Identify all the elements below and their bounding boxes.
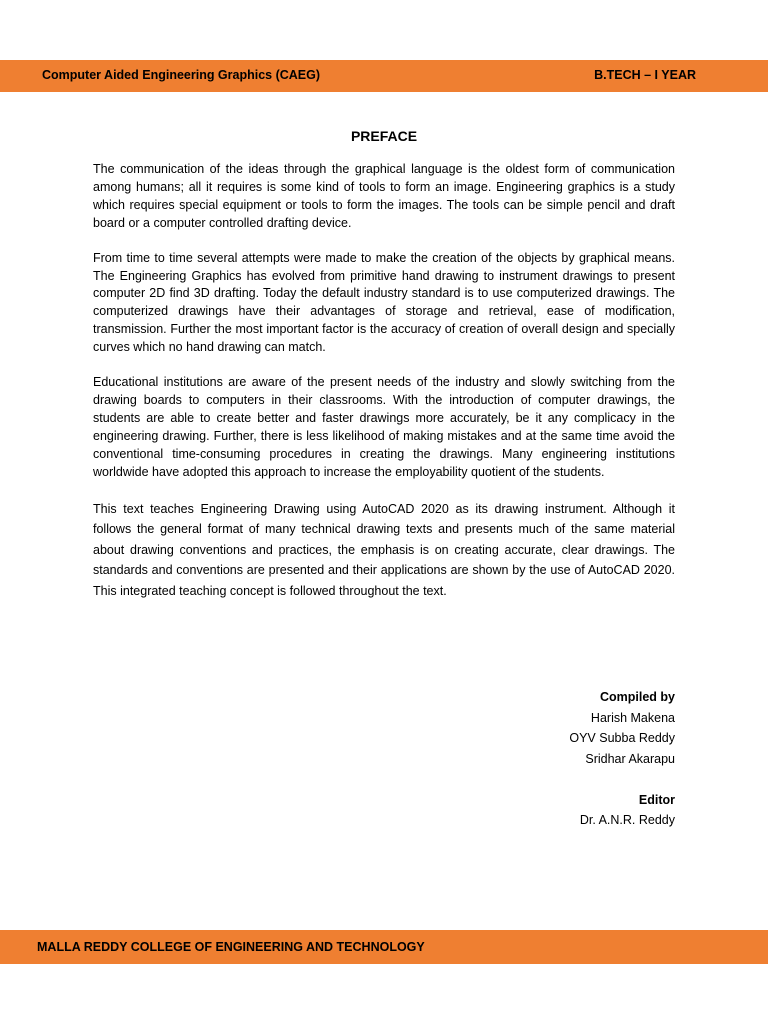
compiler-name: Harish Makena bbox=[590, 710, 675, 725]
spacer bbox=[569, 769, 675, 790]
preface-body bbox=[93, 161, 675, 618]
compiled-by-label: Compiled by bbox=[599, 690, 675, 704]
compiler-name: Sridhar Akarapu bbox=[585, 751, 675, 766]
editor-label: Editor bbox=[638, 792, 675, 807]
page-title: PREFACE bbox=[350, 128, 418, 144]
year-label: B.TECH – I YEAR bbox=[594, 68, 696, 82]
footer-band bbox=[0, 930, 768, 964]
paragraph-3: Educational institutions are aware of the present needs of the industry and slowly switching from the drawing boards to computers in their classrooms. With the introduction of computer drawings, the students are able to create better and faster drawings more accurately, be it any complicacy in the engineering drawing. Further, there is less likelihood of making mistakes and at the same time avoid the conventional time-consuming procedures in creating the drawings. Many engineering institutions worldwide have adopted this approach to increase the employability quotient of the students. bbox=[93, 375, 675, 479]
course-title: Computer Aided Engineering Graphics (CAEG) bbox=[42, 68, 321, 82]
editor-name: Dr. A.N.R. Reddy bbox=[579, 813, 675, 827]
paragraph-2: From time to time several attempts were made to make the creation of the objects by graphical means. The Engineering Graphics has evolved from primitive hand drawing to instrument drawings to present computer 2D find 3D drafting. Today the default industry standard is to use computerized drawings. The computerized drawings have their advantages of storage and retrieval, ease of modification, transmission. Further the most important factor is the accuracy of creation of overall design and specially curves which no hand drawing can match. bbox=[93, 250, 675, 355]
college-name: MALLA REDDY COLLEGE OF ENGINEERING AND TECHNOLOGY bbox=[37, 940, 425, 954]
header-band bbox=[0, 60, 768, 92]
compiler-name: OYV Subba Reddy bbox=[569, 731, 675, 745]
paragraph-4: This text teaches Engineering Drawing using AutoCAD 2020 as its drawing instrument. Although it follows the general format of many technical drawing texts and presents much of the same material about drawing conventions and practices, the emphasis is on creating accurate, clear drawings. The standards and conventions are presented and their applications are shown by the use of AutoCAD 2020. This integrated teaching concept is followed throughout the text. bbox=[93, 501, 675, 598]
paragraph-1: The communication of the ideas through the graphical language is the oldest form of communication among humans; all it requires is some kind of tools to form an image. Engineering graphics is a study which requires special equipment or tools to form the images. The tools can be simple pencil and draft board or a computer controlled drafting device. bbox=[93, 162, 675, 230]
credits-block bbox=[569, 687, 675, 831]
